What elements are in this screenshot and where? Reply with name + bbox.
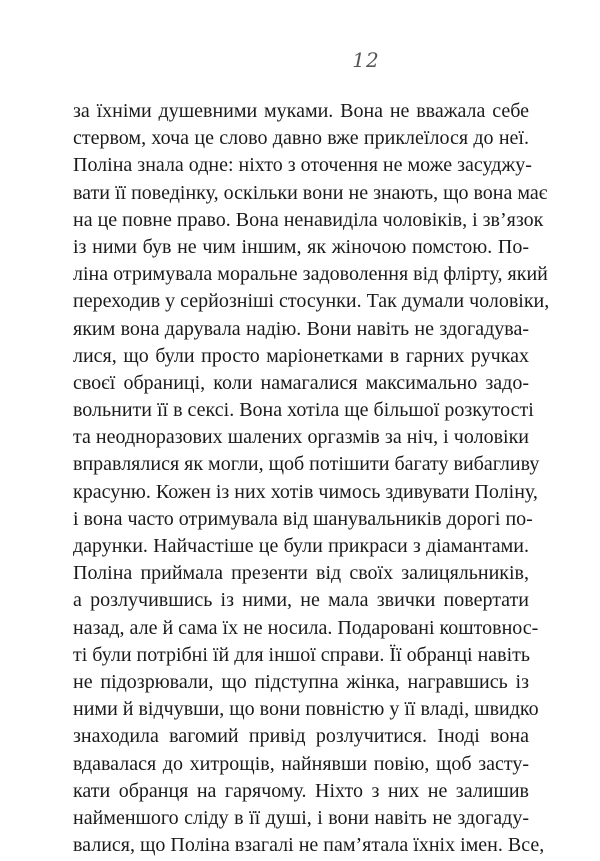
body-text xyxy=(73,98,550,859)
text-line: ними й відчувши, що вони повністю у її владі, швидко xyxy=(73,698,539,721)
text-line: яким вона дарувала надію. Вони навіть не здогадува- xyxy=(73,317,529,340)
page-number: 12 xyxy=(352,48,380,72)
text-line: своєї обраниці, коли намагалися максимально задо- xyxy=(73,371,529,394)
text-line: ліна отримувала моральне задоволення від флірту, який xyxy=(73,263,548,286)
text-line: та неодноразових шалених оргазмів за ніч, і чоловіки xyxy=(73,426,529,449)
text-line: найменшого сліду в її душі, і вони навіть не здогаду- xyxy=(73,806,529,829)
text-line: валися, що Поліна взагалі не пам’ятала їхніх імен. Все, xyxy=(73,834,545,857)
text-line: вправлялися як могли, щоб потішити багату вибагливу xyxy=(73,453,540,476)
text-line: Поліна знала одне: ніхто з оточення не може засуджу- xyxy=(73,154,532,177)
text-line: дарунки. Найчастіше це були прикраси з діамантами. xyxy=(73,535,529,557)
text-line: назад, але й сама їх не носила. Подаровані коштовнос- xyxy=(73,616,539,639)
text-line: і вона часто отримувала від шанувальників дорогі по- xyxy=(73,507,533,530)
text-line: Поліна приймала презенти від своїх залицяльників, xyxy=(73,562,529,585)
text-line: знаходила вагомий привід розлучитися. Іноді вона xyxy=(73,725,529,748)
text-line: не підозрювали, що підступна жінка, награвшись із xyxy=(73,670,529,693)
text-line: переходив у серйозніші стосунки. Так думали чоловіки, xyxy=(73,290,550,313)
text-line: а розлучившись із ними, не мала звички повертати xyxy=(73,589,529,612)
text-line: ті були потрібні їй для іншої справи. Її обранці навіть xyxy=(73,643,531,666)
text-line: кати обранця на гарячому. Ніхто з них не залишив xyxy=(73,779,529,802)
text-line: красуню. Кожен із них хотів чимось здивувати Поліну, xyxy=(73,480,538,503)
text-line: за їхніми душевними муками. Вона не вважала себе xyxy=(73,100,529,122)
text-line: із ними був не чим іншим, як жіночою помстою. По- xyxy=(73,235,529,258)
text-line: на це повне право. Вона ненавиділа чоловіків, і зв’язок xyxy=(73,208,544,231)
text-line: лися, що були просто маріонетками в гарних ручках xyxy=(73,344,529,367)
text-line: вати її поведінку, оскільки вони не знають, що вона має xyxy=(73,181,548,204)
text-line: стервом, хоча це слово давно вже приклеїлося до неї. xyxy=(73,127,529,150)
text-line: вольнити її в сексі. Вона хотіла ще більшої розкутості xyxy=(73,399,534,422)
text-line: вдавалася до хитрощів, найнявши повію, щоб засту- xyxy=(73,752,529,775)
